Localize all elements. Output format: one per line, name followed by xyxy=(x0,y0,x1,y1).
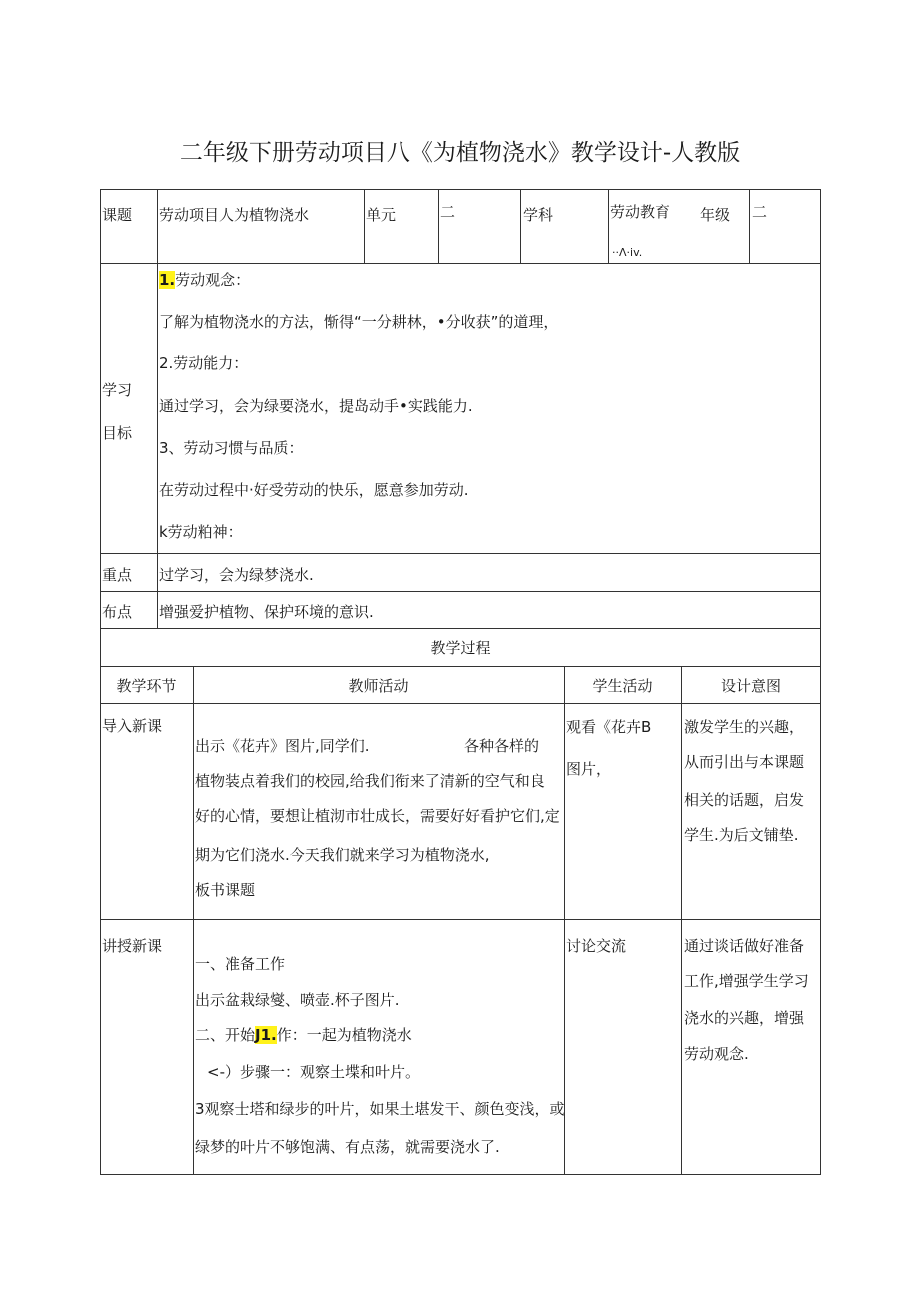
objective-heading-1 xyxy=(159,271,250,289)
difficulty-label: 布点 xyxy=(102,603,133,621)
objective-heading-2: 2.劳动能力： xyxy=(159,354,249,372)
row-divider xyxy=(100,628,821,629)
col-divider xyxy=(681,666,682,1175)
teacher-line: 各种各样的 xyxy=(464,737,540,755)
difficulty-text: 增强爱护植物、保护环境的意识. xyxy=(159,603,374,621)
col-divider xyxy=(749,189,750,264)
teacher-line: 一、准备工作 xyxy=(195,955,286,973)
row-divider xyxy=(100,591,821,592)
objectives-label-line1: 学习 xyxy=(102,381,133,399)
intent-line: 激发学生的兴趣， xyxy=(684,718,805,736)
header-student: 学生活动 xyxy=(592,677,653,695)
col-divider xyxy=(193,666,194,1175)
grade-value: 二 xyxy=(752,203,768,221)
teacher-line: 3观察士塔和绿步的叶片，如果土堪发干、颜色变浅，或 xyxy=(195,1100,565,1118)
label-grade: 年级 xyxy=(700,206,731,224)
col-divider xyxy=(364,189,365,264)
topic-value: 劳动项目人为植物浇水 xyxy=(159,206,310,224)
row-divider xyxy=(100,263,821,264)
objective-text-3: 在劳动过程中·好受劳动的快乐，愿意参加劳动. xyxy=(159,481,469,499)
table-border-top xyxy=(100,189,821,190)
student-line: 图片， xyxy=(566,760,612,778)
objective-heading-4: k劳动粕神： xyxy=(159,523,243,541)
label-topic: 课题 xyxy=(102,206,133,224)
row-divider xyxy=(100,703,821,704)
document-title: 二年级下册劳动项目八《为植物浇水》教学设计-人教版 xyxy=(179,140,741,166)
intent-line: 通过谈话做好准备 xyxy=(684,937,805,955)
intent-line: 劳动观念. xyxy=(684,1045,749,1063)
key-point-text: 过学习，会为绿梦浇水. xyxy=(159,566,314,584)
intent-line: 学生.为后文铺垫. xyxy=(684,826,799,844)
label-subject: 学科 xyxy=(523,206,554,224)
highlight-marker: 1. xyxy=(159,271,176,289)
intent-line: 相关的话题，启发 xyxy=(684,791,805,809)
student-line: 观看《花卉B xyxy=(566,718,652,736)
header-intent: 设计意图 xyxy=(720,677,781,695)
intent-line: 浇水的兴趣，增强 xyxy=(684,1009,805,1027)
student-line: 讨论交流 xyxy=(566,937,627,955)
objectives-label-line2: 目标 xyxy=(102,424,133,442)
teacher-line: <-）步骤一：观察土堞和叶片。 xyxy=(207,1063,420,1081)
key-point-label: 重点 xyxy=(102,566,133,584)
objective-heading-1-text: 劳动观念： xyxy=(175,271,251,289)
highlight-marker: J1. xyxy=(255,1026,277,1044)
teacher-line: 好的心情，要想让植沏市壮成长，需要好好看护它们,定 xyxy=(195,807,560,825)
row-divider xyxy=(100,553,821,554)
teacher-line: 期为它们浇水.今天我们就来学习为植物浇水, xyxy=(195,846,490,864)
teacher-line: 绿梦的叶片不够饱满、有点荡，就需要浇水了. xyxy=(195,1138,500,1156)
subject-note: ··Λ·iv. xyxy=(612,246,643,259)
subject-value: 劳动教育 xyxy=(610,203,671,221)
teacher-step-prefix: 二、开始 xyxy=(195,1026,256,1044)
teacher-line: 植物装点着我们的校园,给我们衔来了清新的空气和良 xyxy=(195,772,545,790)
col-divider xyxy=(520,189,521,264)
objective-heading-3: 3、劳动习惯与品质： xyxy=(159,439,304,457)
intent-line: 从而引出与本课题 xyxy=(684,753,805,771)
intent-line: 工作,增强学生学习 xyxy=(684,972,809,990)
row-divider xyxy=(100,919,821,920)
col-divider xyxy=(564,666,565,1175)
teacher-line xyxy=(195,1026,412,1044)
teacher-line: 出示盆栽绿燮、喷壶.杯子图片. xyxy=(195,991,400,1009)
objective-text-2: 通过学习，会为绿要浇水，提岛动手•实践能力. xyxy=(159,397,473,415)
unit-value: 二 xyxy=(440,203,456,221)
stage-cell: 讲授新课 xyxy=(102,937,163,955)
header-stage: 教学环节 xyxy=(116,677,177,695)
col-divider xyxy=(438,189,439,264)
row-divider xyxy=(100,666,821,667)
header-teacher: 教师活动 xyxy=(348,677,409,695)
label-unit: 单元 xyxy=(366,206,397,224)
objective-text-1: 了解为植物浇水的方法，惭得“一分耕林，•分收获”的道理， xyxy=(159,313,559,331)
col-divider xyxy=(608,189,609,264)
process-title: 教学过程 xyxy=(430,639,491,657)
teacher-step-suffix: 作：一起为植物浇水 xyxy=(276,1026,412,1044)
teacher-line: 板书课题 xyxy=(195,881,256,899)
col-divider xyxy=(157,189,158,628)
stage-cell: 导入新课 xyxy=(102,717,163,735)
teacher-line: 出示《花卉》图片,同学们. xyxy=(195,737,370,755)
table-border-bottom xyxy=(100,1174,821,1175)
